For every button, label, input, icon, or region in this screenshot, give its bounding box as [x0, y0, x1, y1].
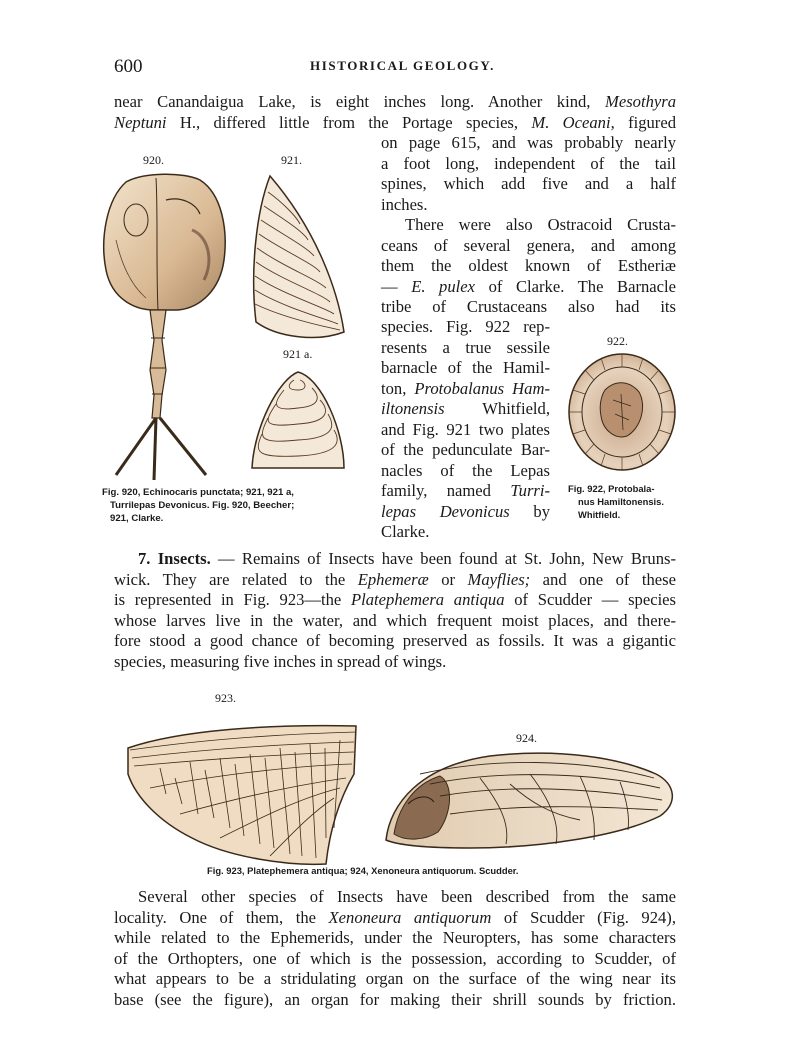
- fig-924-xenoneura-wing-illustration: [380, 744, 680, 854]
- text-run: them the oldest known of Estheriæ: [381, 256, 676, 275]
- text-run: ceans of several genera, and among: [381, 235, 676, 255]
- text-run: is represented in Fig. 923—the: [114, 590, 351, 609]
- text-run: Whitfield,: [444, 399, 550, 418]
- text-line: [381, 358, 550, 378]
- text-line: [114, 92, 676, 112]
- caption-fig-922: [568, 482, 664, 521]
- text-line: [114, 113, 676, 133]
- text-run: Turri-: [510, 481, 550, 500]
- text-run: species, measuring five inches in spread of wings.: [114, 651, 447, 671]
- text-line: [114, 908, 676, 928]
- text-line: [381, 154, 676, 174]
- text-run: Xenoneura antiquorum: [328, 907, 492, 927]
- fig-920-echinocaris-illustration: [96, 170, 236, 480]
- fig-924-label: 924.: [516, 731, 537, 745]
- text-run: iltonensis: [381, 399, 445, 418]
- text-run: Several other species of Insects have been described from the same: [138, 887, 676, 906]
- text-line: [381, 440, 550, 460]
- text-run: E. pulex: [411, 276, 475, 296]
- text-run: of the Orthopters, one of which is the possession, according to Scudder, of: [114, 948, 676, 968]
- text-run: H., differed little from the Portage species,: [166, 112, 532, 132]
- caption-line: Turrilepas Devonicus. Fig. 920, Beecher;: [110, 500, 295, 511]
- text-line: [114, 611, 676, 631]
- text-line: [114, 652, 676, 672]
- fig-922-protobalanus-illustration: [565, 350, 679, 474]
- text-run: whose larves live in the water, and which frequent moist places, and there-: [114, 610, 676, 630]
- text-line: [381, 522, 550, 542]
- fig-923-platephemera-wing-illustration: [120, 718, 360, 868]
- text-line: [381, 379, 550, 399]
- caption-line: Whitfield.: [578, 509, 621, 520]
- text-run: resents a true sessile: [381, 337, 550, 357]
- text-run: Platephemera antiqua: [351, 590, 505, 609]
- text-run: of Clarke. The Barnacle: [475, 276, 676, 296]
- text-run: Protobalanus Ham-: [414, 378, 550, 398]
- text-line: [114, 928, 676, 948]
- text-run: Ephemeræ: [357, 569, 429, 589]
- fig-920-label: 920.: [143, 153, 164, 167]
- text-line: [381, 338, 550, 358]
- caption-line: nus Hamiltonensis.: [578, 496, 664, 507]
- text-line: [381, 461, 550, 481]
- text-line: [138, 549, 676, 569]
- text-run: wick. They are related to the: [114, 569, 358, 589]
- text-run: figured: [614, 112, 676, 132]
- text-line: [381, 174, 676, 194]
- text-run: nacles of the Lepas: [381, 460, 550, 480]
- text-line: [381, 420, 550, 440]
- text-line: [381, 195, 676, 215]
- text-run: Mesothyra: [605, 92, 676, 111]
- text-run: ton,: [381, 378, 415, 398]
- text-run: lepas Devonicus: [381, 501, 510, 521]
- fig-922-label: 922.: [607, 334, 628, 348]
- text-line: [381, 236, 676, 256]
- text-run: what appears to be a stridulating organ on the surface of the wing near its: [114, 969, 676, 988]
- text-line: [114, 990, 676, 1010]
- text-run: base (see the figure), an organ for making their shrill sounds by friction.: [114, 989, 676, 1009]
- fig-923-label: 923.: [215, 691, 236, 705]
- caption-line: Fig. 922, Protobala-: [568, 483, 655, 494]
- text-run: spines, which add five and a half: [381, 174, 676, 193]
- text-line: [114, 969, 676, 989]
- text-run: barnacle of the Hamil-: [381, 358, 550, 377]
- text-run: Clarke.: [381, 522, 430, 541]
- caption-fig-920-921: [102, 486, 294, 525]
- text-run: family, named: [381, 481, 511, 500]
- text-run: inches.: [381, 194, 428, 214]
- text-line: [381, 256, 676, 276]
- text-run: and one of these: [530, 569, 676, 589]
- fig-921a-turrilepas-plate-illustration: [248, 368, 348, 478]
- text-run: of Scudder — species: [504, 590, 677, 609]
- text-run: a foot long, independent of the tail: [381, 153, 676, 173]
- text-line: [138, 887, 676, 907]
- fig-921a-label: 921 a.: [283, 347, 313, 361]
- text-line: [381, 481, 550, 501]
- fig-921-label: 921.: [281, 153, 302, 167]
- fig-921-turrilepas-plate-illustration: [248, 172, 348, 344]
- text-run: or: [428, 569, 468, 589]
- text-line: [114, 570, 676, 590]
- text-run: —: [381, 276, 412, 296]
- text-line: [405, 215, 676, 235]
- caption-fig-923-924: Fig. 923, Platephemera antiqua; 924, Xenoneura antiquorum. Scudder.: [207, 865, 519, 876]
- text-run: by: [509, 501, 550, 521]
- page-number: 600: [114, 56, 143, 77]
- text-run: Neptuni: [114, 112, 167, 132]
- text-run: Mayflies;: [467, 569, 531, 589]
- text-run: There were also Ostracoid Crusta-: [405, 215, 676, 234]
- text-line: [381, 133, 676, 153]
- text-line: [381, 277, 676, 297]
- text-run: 7. Insects.: [138, 549, 211, 568]
- text-run: near Canandaigua Lake, is eight inches long. Another kind,: [114, 92, 606, 111]
- text-run: of Scudder (Fig. 924),: [491, 907, 676, 927]
- text-line: [381, 297, 676, 317]
- caption-line: 921, Clarke.: [110, 513, 164, 524]
- text-line: [114, 590, 676, 610]
- text-run: of the pedunculate Bar-: [381, 440, 550, 459]
- text-run: locality. One of them, the: [114, 907, 329, 927]
- text-run: — Remains of Insects have been found at St. John, New Bruns-: [210, 549, 676, 568]
- text-run: and Fig. 921 two plates: [381, 419, 550, 439]
- text-line: [114, 631, 676, 651]
- text-run: tribe of Crustaceans also had its: [381, 297, 676, 316]
- text-run: while related to the Ephemerids, under the Neuropters, has some characters: [114, 928, 676, 947]
- caption-line: Fig. 920, Echinocaris punctata; 921, 921 a,: [102, 487, 294, 498]
- text-line: [381, 502, 550, 522]
- text-run: on page 615, and was probably nearly: [381, 133, 676, 152]
- running-title: HISTORICAL GEOLOGY.: [310, 58, 496, 73]
- text-line: [381, 399, 550, 419]
- text-line: [381, 317, 550, 337]
- text-run: fore stood a good chance of becoming preserved as fossils. It was a gigantic: [114, 631, 676, 650]
- text-line: [114, 949, 676, 969]
- text-run: species. Fig. 922 rep-: [381, 317, 550, 336]
- text-run: M. Oceani,: [531, 112, 615, 132]
